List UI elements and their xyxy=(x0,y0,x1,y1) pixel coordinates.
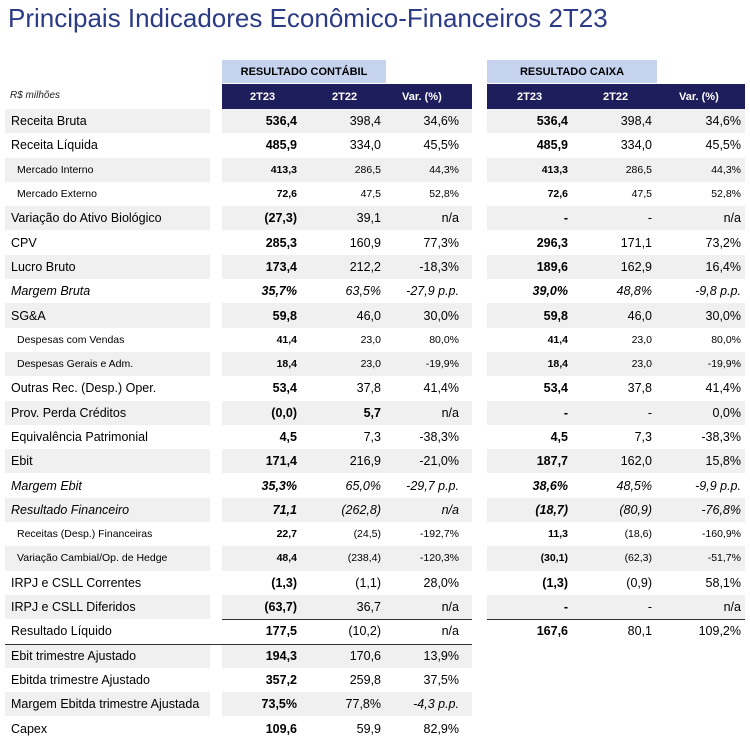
contabil-cell: 48,4 xyxy=(276,552,297,565)
contabil-cell: 7,3 xyxy=(363,430,381,444)
contabil-cell: 4,5 xyxy=(279,430,297,444)
contabil-cell: (1,1) xyxy=(355,575,381,590)
table-row xyxy=(0,692,750,716)
caixa-cell: 30,0% xyxy=(705,308,741,323)
contabil-cell: 53,4 xyxy=(272,381,297,396)
caixa-cell: 16,4% xyxy=(705,259,741,274)
contabil-cell: 46,0 xyxy=(356,308,381,323)
contabil-cell: 36,7 xyxy=(356,600,381,615)
table-row xyxy=(0,571,750,595)
contabil-cell: -192,7% xyxy=(419,528,459,541)
row-label: Margem Ebitda trimestre Ajustada xyxy=(11,697,200,712)
contabil-cell: 37,5% xyxy=(423,672,459,687)
indicators-table xyxy=(0,109,750,741)
caixa-cell: 15,8% xyxy=(705,454,741,469)
table-row xyxy=(0,644,750,668)
caixa-cell: 45,5% xyxy=(705,138,741,153)
table-row xyxy=(0,352,750,376)
contabil-cell: n/a xyxy=(441,502,459,517)
caixa-cell: 59,8 xyxy=(543,308,568,323)
table-row xyxy=(0,328,750,352)
caixa-cell: -38,3% xyxy=(701,430,741,444)
row-label: Margem Bruta xyxy=(11,284,91,299)
row-label: Ebitda trimestre Ajustado xyxy=(11,672,150,687)
contabil-cell: 357,2 xyxy=(265,672,297,687)
header-caixa-col3: Var. (%) xyxy=(679,90,719,103)
row-label: Ebit trimestre Ajustado xyxy=(11,648,137,663)
contabil-cell: 23,0 xyxy=(360,358,381,371)
caixa-cell: 23,0 xyxy=(631,358,652,371)
contabil-cell: n/a xyxy=(441,405,459,420)
page-title: Principais Indicadores Econômico-Financeiros 2T23 xyxy=(8,3,608,33)
caixa-cell: 41,4% xyxy=(705,381,741,396)
caixa-cell: - xyxy=(563,405,568,420)
caixa-cell: -19,9% xyxy=(707,358,741,371)
caixa-cell: 52,8% xyxy=(711,188,741,201)
contabil-cell: (0,0) xyxy=(271,405,297,420)
contabil-cell: 177,5 xyxy=(265,624,297,639)
contabil-cell: -29,7 p.p. xyxy=(406,478,459,493)
caixa-cell: 189,6 xyxy=(536,259,568,274)
table-row xyxy=(0,498,750,522)
row-label: CPV xyxy=(11,235,37,250)
caixa-cell: 398,4 xyxy=(620,114,652,129)
contabil-cell: 59,9 xyxy=(356,721,381,736)
row-label: Receita Bruta xyxy=(11,114,87,129)
row-label: Equivalência Patrimonial xyxy=(11,430,148,444)
contabil-cell: (24,5) xyxy=(353,528,381,541)
contabil-cell: 34,6% xyxy=(423,114,459,129)
contabil-cell: 5,7 xyxy=(363,405,381,420)
row-label: Resultado Financeiro xyxy=(11,502,130,517)
contabil-cell: 194,3 xyxy=(265,648,297,663)
contabil-cell: 65,0% xyxy=(345,478,381,493)
contabil-cell: 171,4 xyxy=(265,454,297,469)
unit-label: R$ milhões xyxy=(10,90,61,101)
table-row xyxy=(0,206,750,230)
contabil-cell: -38,3% xyxy=(419,430,459,444)
caixa-cell: 187,7 xyxy=(536,454,568,469)
caixa-cell: 485,9 xyxy=(536,138,568,153)
contabil-cell: (238,4) xyxy=(347,552,381,565)
table-row xyxy=(0,668,750,692)
contabil-cell: 72,6 xyxy=(276,188,297,201)
header-contabil-col3: Var. (%) xyxy=(402,90,442,103)
table-row xyxy=(0,595,750,619)
row-label: Variação Cambial/Op. de Hedge xyxy=(17,552,168,565)
caixa-cell: - xyxy=(647,600,652,615)
caixa-cell: - xyxy=(563,600,568,615)
header-contabil-col2: 2T22 xyxy=(332,90,358,103)
contabil-cell: 82,9% xyxy=(423,721,459,736)
caixa-cell: 73,2% xyxy=(705,235,741,250)
section-title-caixa: RESULTADO CAIXA xyxy=(487,60,657,83)
caixa-cell: 162,0 xyxy=(620,454,652,469)
caixa-cell: -51,7% xyxy=(707,552,741,565)
header-caixa-col1: 2T23 xyxy=(517,90,543,103)
row-label: Margem Ebit xyxy=(11,478,82,493)
caixa-cell: (80,9) xyxy=(619,502,652,517)
contabil-cell: 286,5 xyxy=(354,163,381,176)
caixa-cell: n/a xyxy=(723,211,741,226)
caixa-cell: 109,2% xyxy=(698,624,741,639)
table-row xyxy=(0,303,750,327)
row-label: Mercado Interno xyxy=(17,163,94,176)
caixa-cell: (0,9) xyxy=(626,575,652,590)
contabil-cell: 173,4 xyxy=(265,259,297,274)
caixa-cell: 38,6% xyxy=(532,478,568,493)
caixa-cell: 46,0 xyxy=(627,308,652,323)
contabil-cell: 334,0 xyxy=(349,138,381,153)
contabil-cell: 23,0 xyxy=(360,333,381,346)
caixa-cell: 58,1% xyxy=(705,575,741,590)
contabil-cell: 485,9 xyxy=(265,138,297,153)
contabil-cell: 73,5% xyxy=(261,697,297,712)
caixa-cell: 167,6 xyxy=(536,624,568,639)
contabil-cell: (27,3) xyxy=(264,211,297,226)
caixa-cell: 48,5% xyxy=(616,478,652,493)
caixa-cell: 4,5 xyxy=(550,430,568,444)
caixa-cell: 18,4 xyxy=(547,358,568,371)
caixa-cell: 41,4 xyxy=(547,333,568,346)
caixa-cell: (18,6) xyxy=(624,528,652,541)
header-contabil xyxy=(222,84,472,109)
table-row xyxy=(0,109,750,133)
caixa-cell: - xyxy=(647,405,652,420)
row-label: Capex xyxy=(11,721,48,736)
caixa-cell: 162,9 xyxy=(620,259,652,274)
contabil-cell: 216,9 xyxy=(349,454,381,469)
contabil-cell: 413,3 xyxy=(270,163,297,176)
caixa-cell: 286,5 xyxy=(625,163,652,176)
caixa-cell: (18,7) xyxy=(535,502,568,517)
row-label: Lucro Bruto xyxy=(11,259,76,274)
contabil-cell: 41,4 xyxy=(276,333,297,346)
row-shade xyxy=(5,449,210,473)
row-label: Despesas com Vendas xyxy=(17,333,125,346)
caixa-cell: 47,5 xyxy=(631,188,652,201)
table-row xyxy=(0,158,750,182)
table-row xyxy=(0,133,750,157)
contabil-cell: n/a xyxy=(441,211,459,226)
contabil-cell: 41,4% xyxy=(423,381,459,396)
caixa-cell: n/a xyxy=(723,600,741,615)
caixa-cell: 44,3% xyxy=(711,163,741,176)
caixa-cell: -9,8 p.p. xyxy=(695,284,741,299)
table-row xyxy=(0,230,750,254)
contabil-cell: 109,6 xyxy=(265,721,297,736)
contabil-cell: -27,9 p.p. xyxy=(406,284,459,299)
caixa-cell: 7,3 xyxy=(634,430,652,444)
contabil-cell: 285,3 xyxy=(265,235,297,250)
contabil-cell: 35,7% xyxy=(261,284,297,299)
caixa-cell: (62,3) xyxy=(624,552,652,565)
caixa-cell: 80,0% xyxy=(711,333,741,346)
contabil-cell: 52,8% xyxy=(429,188,459,201)
row-label: Outras Rec. (Desp.) Oper. xyxy=(11,381,157,396)
caixa-cell: - xyxy=(563,211,568,226)
row-label: Receitas (Desp.) Financeiras xyxy=(17,528,153,541)
caixa-cell: -160,9% xyxy=(701,528,741,541)
contabil-cell: -120,3% xyxy=(419,552,459,565)
caixa-cell: (30,1) xyxy=(540,552,568,565)
table-row xyxy=(0,449,750,473)
row-label: Mercado Externo xyxy=(17,188,97,201)
caixa-cell: 48,8% xyxy=(616,284,652,299)
contabil-cell: 212,2 xyxy=(349,259,381,274)
row-label: Prov. Perda Créditos xyxy=(11,405,127,420)
contabil-cell: n/a xyxy=(441,624,459,639)
contabil-cell: 77,8% xyxy=(345,697,381,712)
caixa-cell: 72,6 xyxy=(547,188,568,201)
header-caixa xyxy=(487,84,745,109)
contabil-cell: 39,1 xyxy=(356,211,381,226)
row-label: IRPJ e CSLL Correntes xyxy=(11,575,142,590)
contabil-cell: 259,8 xyxy=(349,672,381,687)
header-caixa-col2: 2T22 xyxy=(603,90,629,103)
contabil-cell: 398,4 xyxy=(349,114,381,129)
contabil-cell: 63,5% xyxy=(345,284,381,299)
contabil-cell: -19,9% xyxy=(425,358,459,371)
table-row xyxy=(0,546,750,570)
contabil-cell: -4,3 p.p. xyxy=(413,697,459,712)
contabil-cell: 47,5 xyxy=(360,188,381,201)
row-label: Despesas Gerais e Adm. xyxy=(17,358,134,371)
caixa-cell: 0,0% xyxy=(712,405,741,420)
row-label: Variação do Ativo Biológico xyxy=(11,211,162,226)
contabil-cell: 536,4 xyxy=(265,114,297,129)
contabil-cell: 59,8 xyxy=(272,308,297,323)
contabil-cell: 77,3% xyxy=(423,235,459,250)
table-row xyxy=(0,255,750,279)
caixa-cell: - xyxy=(647,211,652,226)
row-label: Ebit xyxy=(11,454,33,469)
caixa-cell: 23,0 xyxy=(631,333,652,346)
table-row xyxy=(0,376,750,400)
caixa-cell: 296,3 xyxy=(536,235,568,250)
caixa-cell: 536,4 xyxy=(536,114,568,129)
caixa-cell: 334,0 xyxy=(620,138,652,153)
row-label: IRPJ e CSLL Diferidos xyxy=(11,600,136,615)
contabil-cell: 30,0% xyxy=(423,308,459,323)
caixa-cell: 80,1 xyxy=(627,624,652,639)
table-row xyxy=(0,716,750,740)
contabil-cell: -21,0% xyxy=(419,454,459,469)
contabil-cell: 160,9 xyxy=(349,235,381,250)
contabil-cell: 170,6 xyxy=(349,648,381,663)
table-row xyxy=(0,522,750,546)
contabil-cell: 45,5% xyxy=(423,138,459,153)
table-row xyxy=(0,425,750,449)
table-row xyxy=(0,401,750,425)
caixa-cell: (1,3) xyxy=(542,575,568,590)
table-row xyxy=(0,473,750,497)
contabil-cell: (1,3) xyxy=(271,575,297,590)
table-row xyxy=(0,619,750,643)
contabil-cell: (63,7) xyxy=(264,600,297,615)
row-label: SG&A xyxy=(11,308,46,323)
contabil-cell: (262,8) xyxy=(341,502,381,517)
section-title-contabil: RESULTADO CONTÁBIL xyxy=(222,60,386,83)
contabil-cell: 35,3% xyxy=(261,478,297,493)
contabil-cell: 22,7 xyxy=(276,528,297,541)
header-contabil-col1: 2T23 xyxy=(250,90,276,103)
contabil-cell: n/a xyxy=(441,600,459,615)
caixa-cell: -76,8% xyxy=(701,502,741,517)
row-label: Receita Líquida xyxy=(11,138,98,153)
caixa-cell: -9,9 p.p. xyxy=(695,478,741,493)
contabil-cell: 18,4 xyxy=(276,358,297,371)
caixa-cell: 11,3 xyxy=(548,528,568,541)
contabil-cell: 13,9% xyxy=(423,648,459,663)
caixa-cell: 171,1 xyxy=(620,235,652,250)
contabil-cell: 71,1 xyxy=(272,502,297,517)
caixa-cell: 39,0% xyxy=(532,284,568,299)
caixa-cell: 413,3 xyxy=(541,163,568,176)
caixa-cell: 34,6% xyxy=(705,114,741,129)
contabil-cell: (10,2) xyxy=(348,624,381,639)
row-label: Resultado Líquido xyxy=(11,624,112,639)
contabil-cell: 80,0% xyxy=(429,333,459,346)
contabil-cell: 37,8 xyxy=(356,381,381,396)
contabil-cell: 44,3% xyxy=(429,163,459,176)
contabil-cell: 28,0% xyxy=(423,575,459,590)
contabil-cell: -18,3% xyxy=(419,259,459,274)
caixa-cell: 37,8 xyxy=(627,381,652,396)
caixa-cell: 53,4 xyxy=(543,381,568,396)
table-row xyxy=(0,182,750,206)
table-row xyxy=(0,279,750,303)
